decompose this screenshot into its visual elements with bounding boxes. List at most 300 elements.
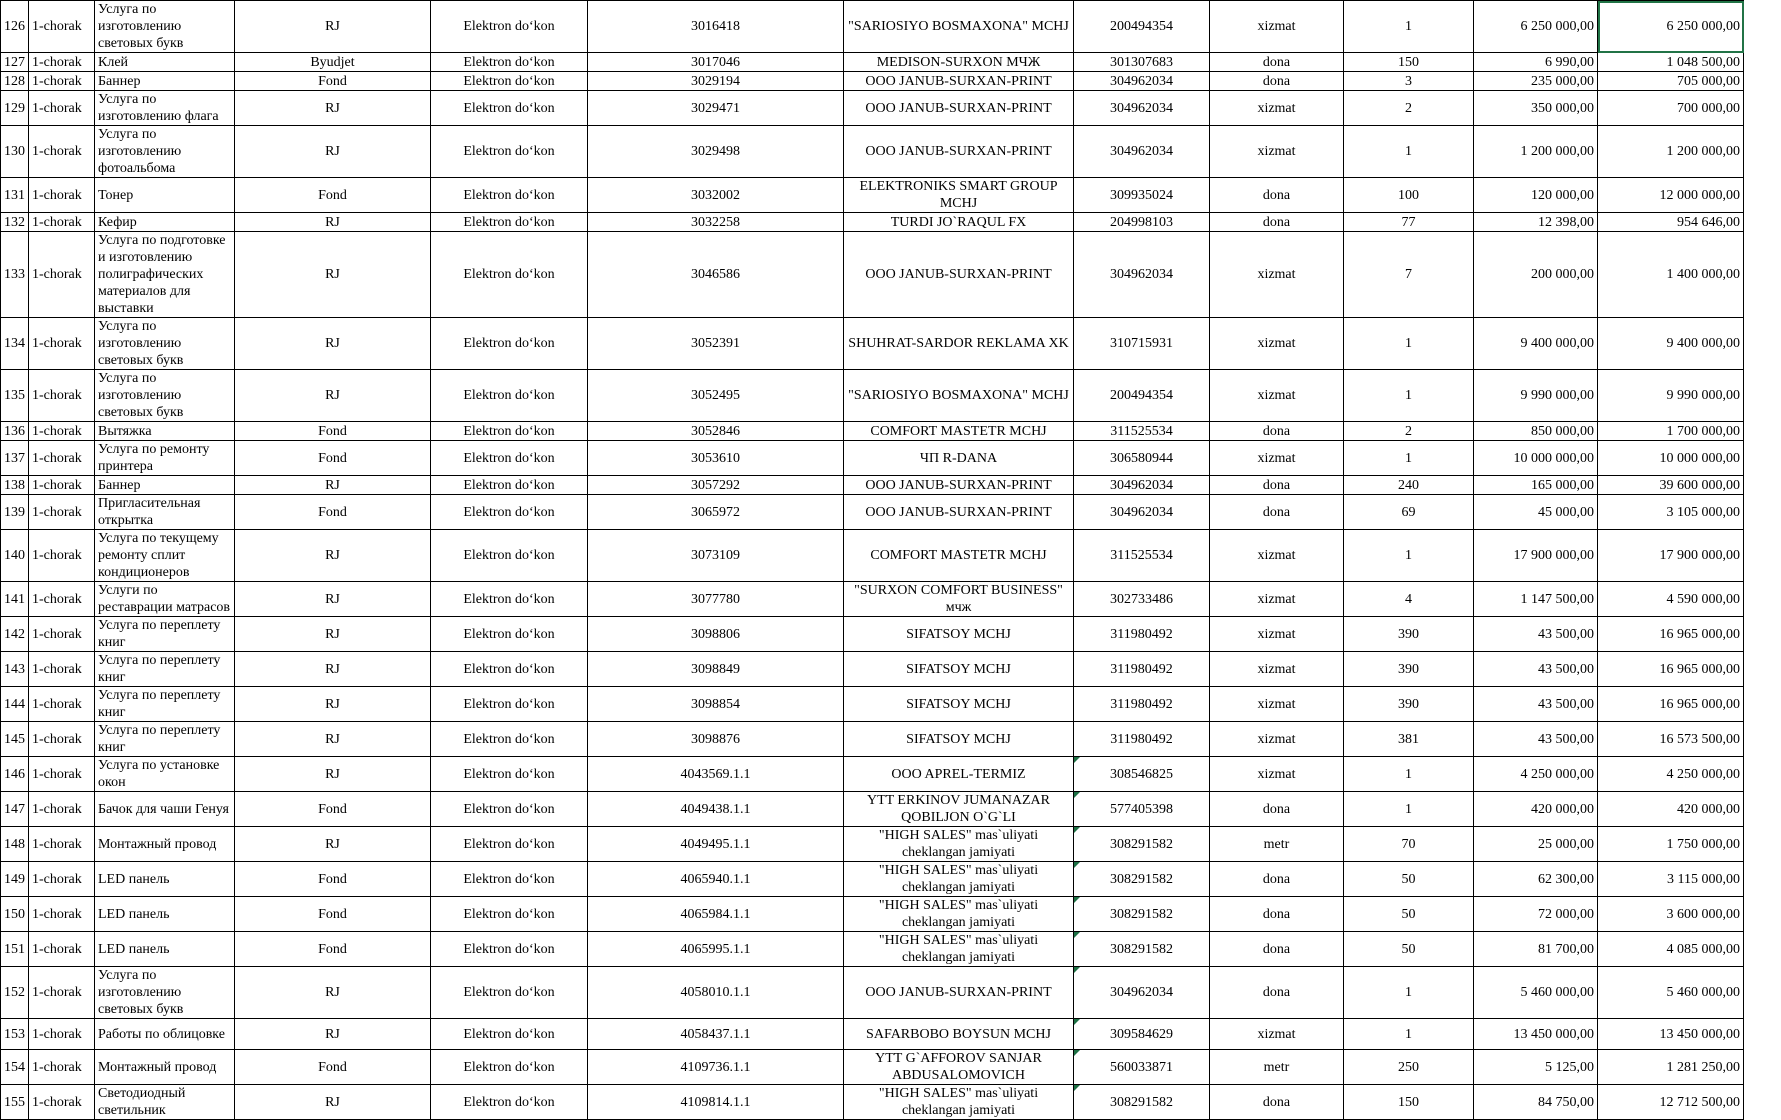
procurement-type-cell[interactable]: Elektron do‘kon: [431, 617, 588, 652]
deal-code-cell[interactable]: 3098854: [588, 687, 844, 722]
row-number-cell[interactable]: 139: [1, 495, 29, 530]
funding-source-cell[interactable]: Fond: [235, 932, 431, 967]
deal-code-cell[interactable]: 3016418: [588, 1, 844, 53]
total-sum-cell[interactable]: 3 105 000,00: [1598, 495, 1744, 530]
unit-cell[interactable]: dona: [1210, 862, 1344, 897]
row-number-cell[interactable]: 134: [1, 318, 29, 370]
supplier-cell[interactable]: COMFORT MASTETR MCHJ: [844, 422, 1074, 441]
funding-source-cell[interactable]: RJ: [235, 232, 431, 318]
item-name-cell[interactable]: Услуга по ремонту принтера: [95, 441, 235, 476]
funding-source-cell[interactable]: RJ: [235, 967, 431, 1019]
quarter-cell[interactable]: 1-chorak: [29, 370, 95, 422]
deal-code-cell[interactable]: 4065940.1.1: [588, 862, 844, 897]
quantity-cell[interactable]: 390: [1344, 652, 1474, 687]
unit-price-cell[interactable]: 43 500,00: [1474, 652, 1598, 687]
row-number-cell[interactable]: 135: [1, 370, 29, 422]
quarter-cell[interactable]: 1-chorak: [29, 687, 95, 722]
row-number-cell[interactable]: 131: [1, 178, 29, 213]
unit-cell[interactable]: xizmat: [1210, 652, 1344, 687]
procurement-type-cell[interactable]: Elektron do‘kon: [431, 422, 588, 441]
deal-code-cell[interactable]: 3032002: [588, 178, 844, 213]
supplier-cell[interactable]: SAFARBOBO BOYSUN MCHJ: [844, 1019, 1074, 1050]
funding-source-cell[interactable]: RJ: [235, 126, 431, 178]
unit-cell[interactable]: dona: [1210, 897, 1344, 932]
supplier-cell[interactable]: SHUHRAT-SARDOR REKLAMA XK: [844, 318, 1074, 370]
quantity-cell[interactable]: 390: [1344, 687, 1474, 722]
quarter-cell[interactable]: 1-chorak: [29, 72, 95, 91]
unit-cell[interactable]: xizmat: [1210, 126, 1344, 178]
deal-code-cell[interactable]: 3065972: [588, 495, 844, 530]
item-name-cell[interactable]: Услуга по изготовлению световых букв: [95, 318, 235, 370]
row-number-cell[interactable]: 154: [1, 1050, 29, 1085]
quantity-cell[interactable]: 2: [1344, 422, 1474, 441]
total-sum-cell[interactable]: 3 115 000,00: [1598, 862, 1744, 897]
unit-price-cell[interactable]: 6 250 000,00: [1474, 1, 1598, 53]
total-sum-cell[interactable]: 13 450 000,00: [1598, 1019, 1744, 1050]
quarter-cell[interactable]: 1-chorak: [29, 792, 95, 827]
quantity-cell[interactable]: 2: [1344, 91, 1474, 126]
funding-source-cell[interactable]: RJ: [235, 370, 431, 422]
item-name-cell[interactable]: Услуга по переплету книг: [95, 722, 235, 757]
item-name-cell[interactable]: Монтажный провод: [95, 827, 235, 862]
item-name-cell[interactable]: Работы по облицовке: [95, 1019, 235, 1050]
quantity-cell[interactable]: 3: [1344, 72, 1474, 91]
procurement-type-cell[interactable]: Elektron do‘kon: [431, 213, 588, 232]
unit-price-cell[interactable]: 62 300,00: [1474, 862, 1598, 897]
total-sum-cell[interactable]: 1 700 000,00: [1598, 422, 1744, 441]
item-name-cell[interactable]: Услуги по реставрации матрасов: [95, 582, 235, 617]
unit-price-cell[interactable]: 5 125,00: [1474, 1050, 1598, 1085]
unit-price-cell[interactable]: 12 398,00: [1474, 213, 1598, 232]
quarter-cell[interactable]: 1-chorak: [29, 441, 95, 476]
quarter-cell[interactable]: 1-chorak: [29, 213, 95, 232]
total-sum-cell[interactable]: 1 400 000,00: [1598, 232, 1744, 318]
unit-cell[interactable]: dona: [1210, 213, 1344, 232]
deal-code-cell[interactable]: 4109736.1.1: [588, 1050, 844, 1085]
row-number-cell[interactable]: 128: [1, 72, 29, 91]
total-sum-cell[interactable]: 12 000 000,00: [1598, 178, 1744, 213]
quarter-cell[interactable]: 1-chorak: [29, 757, 95, 792]
unit-price-cell[interactable]: 81 700,00: [1474, 932, 1598, 967]
unit-price-cell[interactable]: 6 990,00: [1474, 53, 1598, 72]
quantity-cell[interactable]: 390: [1344, 617, 1474, 652]
unit-price-cell[interactable]: 235 000,00: [1474, 72, 1598, 91]
funding-source-cell[interactable]: RJ: [235, 687, 431, 722]
quarter-cell[interactable]: 1-chorak: [29, 91, 95, 126]
supplier-cell[interactable]: "HIGH SALES" mas`uliyati cheklangan jamiyati: [844, 827, 1074, 862]
tax-id-cell[interactable]: 308291582: [1074, 827, 1210, 862]
procurement-type-cell[interactable]: Elektron do‘kon: [431, 530, 588, 582]
unit-price-cell[interactable]: 350 000,00: [1474, 91, 1598, 126]
tax-id-cell[interactable]: 308291582: [1074, 862, 1210, 897]
total-sum-cell[interactable]: 705 000,00: [1598, 72, 1744, 91]
unit-cell[interactable]: dona: [1210, 967, 1344, 1019]
total-sum-cell[interactable]: 420 000,00: [1598, 792, 1744, 827]
row-number-cell[interactable]: 127: [1, 53, 29, 72]
unit-price-cell[interactable]: 4 250 000,00: [1474, 757, 1598, 792]
total-sum-cell[interactable]: 6 250 000,00: [1598, 1, 1744, 53]
funding-source-cell[interactable]: Fond: [235, 897, 431, 932]
total-sum-cell[interactable]: 5 460 000,00: [1598, 967, 1744, 1019]
row-number-cell[interactable]: 142: [1, 617, 29, 652]
deal-code-cell[interactable]: 4043569.1.1: [588, 757, 844, 792]
unit-price-cell[interactable]: 25 000,00: [1474, 827, 1598, 862]
unit-price-cell[interactable]: 420 000,00: [1474, 792, 1598, 827]
funding-source-cell[interactable]: RJ: [235, 757, 431, 792]
quarter-cell[interactable]: 1-chorak: [29, 1, 95, 53]
unit-cell[interactable]: dona: [1210, 178, 1344, 213]
tax-id-cell[interactable]: 309584629: [1074, 1019, 1210, 1050]
tax-id-cell[interactable]: 204998103: [1074, 213, 1210, 232]
quantity-cell[interactable]: 100: [1344, 178, 1474, 213]
funding-source-cell[interactable]: RJ: [235, 652, 431, 687]
item-name-cell[interactable]: Услуга по изготовлению фотоальбома: [95, 126, 235, 178]
funding-source-cell[interactable]: RJ: [235, 1085, 431, 1120]
deal-code-cell[interactable]: 3029194: [588, 72, 844, 91]
procurement-type-cell[interactable]: Elektron do‘kon: [431, 232, 588, 318]
item-name-cell[interactable]: Услуга по переплету книг: [95, 687, 235, 722]
funding-source-cell[interactable]: RJ: [235, 530, 431, 582]
quarter-cell[interactable]: 1-chorak: [29, 530, 95, 582]
procurement-type-cell[interactable]: Elektron do‘kon: [431, 126, 588, 178]
item-name-cell[interactable]: LED панель: [95, 932, 235, 967]
unit-price-cell[interactable]: 43 500,00: [1474, 722, 1598, 757]
row-number-cell[interactable]: 148: [1, 827, 29, 862]
quarter-cell[interactable]: 1-chorak: [29, 178, 95, 213]
tax-id-cell[interactable]: 560033871: [1074, 1050, 1210, 1085]
deal-code-cell[interactable]: 3046586: [588, 232, 844, 318]
funding-source-cell[interactable]: RJ: [235, 1, 431, 53]
funding-source-cell[interactable]: RJ: [235, 91, 431, 126]
tax-id-cell[interactable]: 311525534: [1074, 530, 1210, 582]
row-number-cell[interactable]: 140: [1, 530, 29, 582]
procurement-type-cell[interactable]: Elektron do‘kon: [431, 72, 588, 91]
supplier-cell[interactable]: SIFATSOY MCHJ: [844, 652, 1074, 687]
item-name-cell[interactable]: LED панель: [95, 862, 235, 897]
unit-cell[interactable]: dona: [1210, 792, 1344, 827]
procurement-type-cell[interactable]: Elektron do‘kon: [431, 687, 588, 722]
tax-id-cell[interactable]: 306580944: [1074, 441, 1210, 476]
funding-source-cell[interactable]: RJ: [235, 827, 431, 862]
funding-source-cell[interactable]: RJ: [235, 476, 431, 495]
unit-price-cell[interactable]: 9 400 000,00: [1474, 318, 1598, 370]
row-number-cell[interactable]: 138: [1, 476, 29, 495]
tax-id-cell[interactable]: 311525534: [1074, 422, 1210, 441]
unit-cell[interactable]: xizmat: [1210, 617, 1344, 652]
quarter-cell[interactable]: 1-chorak: [29, 897, 95, 932]
unit-cell[interactable]: xizmat: [1210, 441, 1344, 476]
tax-id-cell[interactable]: 310715931: [1074, 318, 1210, 370]
unit-price-cell[interactable]: 17 900 000,00: [1474, 530, 1598, 582]
total-sum-cell[interactable]: 9 400 000,00: [1598, 318, 1744, 370]
item-name-cell[interactable]: Услуга по переплету книг: [95, 652, 235, 687]
tax-id-cell[interactable]: 304962034: [1074, 91, 1210, 126]
procurement-type-cell[interactable]: Elektron do‘kon: [431, 495, 588, 530]
unit-price-cell[interactable]: 1 147 500,00: [1474, 582, 1598, 617]
procurement-type-cell[interactable]: Elektron do‘kon: [431, 932, 588, 967]
quantity-cell[interactable]: 77: [1344, 213, 1474, 232]
quarter-cell[interactable]: 1-chorak: [29, 617, 95, 652]
quantity-cell[interactable]: 4: [1344, 582, 1474, 617]
funding-source-cell[interactable]: Fond: [235, 1050, 431, 1085]
total-sum-cell[interactable]: 4 085 000,00: [1598, 932, 1744, 967]
unit-cell[interactable]: xizmat: [1210, 530, 1344, 582]
procurement-type-cell[interactable]: Elektron do‘kon: [431, 53, 588, 72]
tax-id-cell[interactable]: 304962034: [1074, 967, 1210, 1019]
tax-id-cell[interactable]: 309935024: [1074, 178, 1210, 213]
procurement-type-cell[interactable]: Elektron do‘kon: [431, 967, 588, 1019]
row-number-cell[interactable]: 129: [1, 91, 29, 126]
quantity-cell[interactable]: 240: [1344, 476, 1474, 495]
row-number-cell[interactable]: 145: [1, 722, 29, 757]
procurement-type-cell[interactable]: Elektron do‘kon: [431, 827, 588, 862]
row-number-cell[interactable]: 155: [1, 1085, 29, 1120]
procurement-type-cell[interactable]: Elektron do‘kon: [431, 757, 588, 792]
procurement-type-cell[interactable]: Elektron do‘kon: [431, 318, 588, 370]
item-name-cell[interactable]: Услуга по изготовлению флага: [95, 91, 235, 126]
total-sum-cell[interactable]: 4 590 000,00: [1598, 582, 1744, 617]
unit-cell[interactable]: dona: [1210, 495, 1344, 530]
quantity-cell[interactable]: 50: [1344, 862, 1474, 897]
unit-cell[interactable]: dona: [1210, 53, 1344, 72]
unit-cell[interactable]: xizmat: [1210, 370, 1344, 422]
item-name-cell[interactable]: Монтажный провод: [95, 1050, 235, 1085]
quantity-cell[interactable]: 50: [1344, 932, 1474, 967]
tax-id-cell[interactable]: 311980492: [1074, 722, 1210, 757]
quarter-cell[interactable]: 1-chorak: [29, 495, 95, 530]
quantity-cell[interactable]: 150: [1344, 53, 1474, 72]
deal-code-cell[interactable]: 3032258: [588, 213, 844, 232]
unit-cell[interactable]: xizmat: [1210, 232, 1344, 318]
quarter-cell[interactable]: 1-chorak: [29, 582, 95, 617]
row-number-cell[interactable]: 136: [1, 422, 29, 441]
supplier-cell[interactable]: MEDISON-SURXON МЧЖ: [844, 53, 1074, 72]
deal-code-cell[interactable]: 3052846: [588, 422, 844, 441]
tax-id-cell[interactable]: 308291582: [1074, 897, 1210, 932]
row-number-cell[interactable]: 130: [1, 126, 29, 178]
quantity-cell[interactable]: 7: [1344, 232, 1474, 318]
item-name-cell[interactable]: Тонер: [95, 178, 235, 213]
row-number-cell[interactable]: 132: [1, 213, 29, 232]
quantity-cell[interactable]: 1: [1344, 370, 1474, 422]
total-sum-cell[interactable]: 1 281 250,00: [1598, 1050, 1744, 1085]
quarter-cell[interactable]: 1-chorak: [29, 476, 95, 495]
unit-cell[interactable]: xizmat: [1210, 722, 1344, 757]
unit-cell[interactable]: dona: [1210, 1085, 1344, 1120]
deal-code-cell[interactable]: 4049495.1.1: [588, 827, 844, 862]
row-number-cell[interactable]: 126: [1, 1, 29, 53]
item-name-cell[interactable]: Бачок для чаши Генуя: [95, 792, 235, 827]
total-sum-cell[interactable]: 16 965 000,00: [1598, 687, 1744, 722]
item-name-cell[interactable]: Услуга по установке окон: [95, 757, 235, 792]
supplier-cell[interactable]: ELEKTRONIKS SMART GROUP MCHJ: [844, 178, 1074, 213]
item-name-cell[interactable]: Баннер: [95, 476, 235, 495]
supplier-cell[interactable]: "HIGH SALES" mas`uliyati cheklangan jamiyati: [844, 932, 1074, 967]
tax-id-cell[interactable]: 302733486: [1074, 582, 1210, 617]
total-sum-cell[interactable]: 1 200 000,00: [1598, 126, 1744, 178]
quantity-cell[interactable]: 70: [1344, 827, 1474, 862]
funding-source-cell[interactable]: RJ: [235, 1019, 431, 1050]
unit-price-cell[interactable]: 43 500,00: [1474, 687, 1598, 722]
funding-source-cell[interactable]: RJ: [235, 213, 431, 232]
supplier-cell[interactable]: "HIGH SALES" mas`uliyati cheklangan jamiyati: [844, 1085, 1074, 1120]
unit-price-cell[interactable]: 9 990 000,00: [1474, 370, 1598, 422]
supplier-cell[interactable]: TURDI JO`RAQUL FX: [844, 213, 1074, 232]
supplier-cell[interactable]: ООО JANUB-SURXAN-PRINT: [844, 126, 1074, 178]
deal-code-cell[interactable]: 4049438.1.1: [588, 792, 844, 827]
quantity-cell[interactable]: 1: [1344, 1019, 1474, 1050]
procurement-type-cell[interactable]: Elektron do‘kon: [431, 1019, 588, 1050]
deal-code-cell[interactable]: 3057292: [588, 476, 844, 495]
total-sum-cell[interactable]: 700 000,00: [1598, 91, 1744, 126]
procurement-type-cell[interactable]: Elektron do‘kon: [431, 582, 588, 617]
unit-price-cell[interactable]: 200 000,00: [1474, 232, 1598, 318]
funding-source-cell[interactable]: Fond: [235, 862, 431, 897]
total-sum-cell[interactable]: 16 965 000,00: [1598, 652, 1744, 687]
unit-cell[interactable]: xizmat: [1210, 687, 1344, 722]
quarter-cell[interactable]: 1-chorak: [29, 967, 95, 1019]
unit-price-cell[interactable]: 165 000,00: [1474, 476, 1598, 495]
quarter-cell[interactable]: 1-chorak: [29, 232, 95, 318]
unit-cell[interactable]: xizmat: [1210, 91, 1344, 126]
funding-source-cell[interactable]: RJ: [235, 318, 431, 370]
row-number-cell[interactable]: 150: [1, 897, 29, 932]
tax-id-cell[interactable]: 311980492: [1074, 617, 1210, 652]
supplier-cell[interactable]: "SARIOSIYO BOSMAXONA" MCHJ: [844, 370, 1074, 422]
item-name-cell[interactable]: LED панель: [95, 897, 235, 932]
supplier-cell[interactable]: ООО JANUB-SURXAN-PRINT: [844, 476, 1074, 495]
supplier-cell[interactable]: YTT G`AFFOROV SANJAR ABDUSALOMOVICH: [844, 1050, 1074, 1085]
quarter-cell[interactable]: 1-chorak: [29, 126, 95, 178]
total-sum-cell[interactable]: 954 646,00: [1598, 213, 1744, 232]
tax-id-cell[interactable]: 311980492: [1074, 652, 1210, 687]
row-number-cell[interactable]: 143: [1, 652, 29, 687]
quantity-cell[interactable]: 381: [1344, 722, 1474, 757]
total-sum-cell[interactable]: 10 000 000,00: [1598, 441, 1744, 476]
item-name-cell[interactable]: Услуга по переплету книг: [95, 617, 235, 652]
total-sum-cell[interactable]: 12 712 500,00: [1598, 1085, 1744, 1120]
tax-id-cell[interactable]: 577405398: [1074, 792, 1210, 827]
quantity-cell[interactable]: 1: [1344, 757, 1474, 792]
funding-source-cell[interactable]: Fond: [235, 441, 431, 476]
deal-code-cell[interactable]: 3098876: [588, 722, 844, 757]
tax-id-cell[interactable]: 304962034: [1074, 495, 1210, 530]
funding-source-cell[interactable]: Fond: [235, 178, 431, 213]
funding-source-cell[interactable]: RJ: [235, 722, 431, 757]
quantity-cell[interactable]: 150: [1344, 1085, 1474, 1120]
funding-source-cell[interactable]: RJ: [235, 582, 431, 617]
unit-cell[interactable]: dona: [1210, 422, 1344, 441]
procurement-type-cell[interactable]: Elektron do‘kon: [431, 722, 588, 757]
supplier-cell[interactable]: "HIGH SALES" mas`uliyati cheklangan jamiyati: [844, 897, 1074, 932]
tax-id-cell[interactable]: 200494354: [1074, 1, 1210, 53]
deal-code-cell[interactable]: 3052391: [588, 318, 844, 370]
procurement-type-cell[interactable]: Elektron do‘kon: [431, 91, 588, 126]
quarter-cell[interactable]: 1-chorak: [29, 652, 95, 687]
unit-price-cell[interactable]: 72 000,00: [1474, 897, 1598, 932]
procurement-type-cell[interactable]: Elektron do‘kon: [431, 1085, 588, 1120]
row-number-cell[interactable]: 152: [1, 967, 29, 1019]
supplier-cell[interactable]: ООО JANUB-SURXAN-PRINT: [844, 72, 1074, 91]
procurement-type-cell[interactable]: Elektron do‘kon: [431, 1050, 588, 1085]
tax-id-cell[interactable]: 200494354: [1074, 370, 1210, 422]
funding-source-cell[interactable]: Fond: [235, 495, 431, 530]
tax-id-cell[interactable]: 301307683: [1074, 53, 1210, 72]
unit-price-cell[interactable]: 850 000,00: [1474, 422, 1598, 441]
total-sum-cell[interactable]: 3 600 000,00: [1598, 897, 1744, 932]
supplier-cell[interactable]: ЧП R-DANA: [844, 441, 1074, 476]
item-name-cell[interactable]: Клей: [95, 53, 235, 72]
quarter-cell[interactable]: 1-chorak: [29, 1019, 95, 1050]
item-name-cell[interactable]: Вытяжка: [95, 422, 235, 441]
item-name-cell[interactable]: Баннер: [95, 72, 235, 91]
procurement-type-cell[interactable]: Elektron do‘kon: [431, 178, 588, 213]
tax-id-cell[interactable]: 304962034: [1074, 476, 1210, 495]
unit-cell[interactable]: xizmat: [1210, 318, 1344, 370]
total-sum-cell[interactable]: 16 965 000,00: [1598, 617, 1744, 652]
supplier-cell[interactable]: ООО JANUB-SURXAN-PRINT: [844, 232, 1074, 318]
unit-price-cell[interactable]: 45 000,00: [1474, 495, 1598, 530]
quantity-cell[interactable]: 1: [1344, 126, 1474, 178]
deal-code-cell[interactable]: 4058010.1.1: [588, 967, 844, 1019]
item-name-cell[interactable]: Услуга по текущему ремонту сплит кондиционеров: [95, 530, 235, 582]
supplier-cell[interactable]: OOO APREL-TERMIZ: [844, 757, 1074, 792]
deal-code-cell[interactable]: 3052495: [588, 370, 844, 422]
deal-code-cell[interactable]: 3098849: [588, 652, 844, 687]
row-number-cell[interactable]: 146: [1, 757, 29, 792]
item-name-cell[interactable]: Пригласительная открытка: [95, 495, 235, 530]
tax-id-cell[interactable]: 308546825: [1074, 757, 1210, 792]
procurement-type-cell[interactable]: Elektron do‘kon: [431, 370, 588, 422]
funding-source-cell[interactable]: Fond: [235, 422, 431, 441]
tax-id-cell[interactable]: 308291582: [1074, 1085, 1210, 1120]
unit-price-cell[interactable]: 13 450 000,00: [1474, 1019, 1598, 1050]
quarter-cell[interactable]: 1-chorak: [29, 1050, 95, 1085]
row-number-cell[interactable]: 141: [1, 582, 29, 617]
quantity-cell[interactable]: 50: [1344, 897, 1474, 932]
procurement-type-cell[interactable]: Elektron do‘kon: [431, 441, 588, 476]
quantity-cell[interactable]: 250: [1344, 1050, 1474, 1085]
row-number-cell[interactable]: 151: [1, 932, 29, 967]
deal-code-cell[interactable]: 4109814.1.1: [588, 1085, 844, 1120]
item-name-cell[interactable]: Услуга по подготовке и изготовлению полиграфических материалов для выставки: [95, 232, 235, 318]
total-sum-cell[interactable]: 4 250 000,00: [1598, 757, 1744, 792]
funding-source-cell[interactable]: Byudjet: [235, 53, 431, 72]
tax-id-cell[interactable]: 311980492: [1074, 687, 1210, 722]
quantity-cell[interactable]: 1: [1344, 441, 1474, 476]
supplier-cell[interactable]: SIFATSOY MCHJ: [844, 722, 1074, 757]
row-number-cell[interactable]: 153: [1, 1019, 29, 1050]
total-sum-cell[interactable]: 39 600 000,00: [1598, 476, 1744, 495]
row-number-cell[interactable]: 149: [1, 862, 29, 897]
tax-id-cell[interactable]: 304962034: [1074, 232, 1210, 318]
item-name-cell[interactable]: Услуга по изготовлению световых букв: [95, 967, 235, 1019]
procurement-type-cell[interactable]: Elektron do‘kon: [431, 476, 588, 495]
row-number-cell[interactable]: 147: [1, 792, 29, 827]
supplier-cell[interactable]: ООО JANUB-SURXAN-PRINT: [844, 967, 1074, 1019]
row-number-cell[interactable]: 144: [1, 687, 29, 722]
supplier-cell[interactable]: ООО JANUB-SURXAN-PRINT: [844, 91, 1074, 126]
funding-source-cell[interactable]: Fond: [235, 792, 431, 827]
unit-price-cell[interactable]: 10 000 000,00: [1474, 441, 1598, 476]
deal-code-cell[interactable]: 3098806: [588, 617, 844, 652]
quantity-cell[interactable]: 1: [1344, 318, 1474, 370]
unit-cell[interactable]: dona: [1210, 932, 1344, 967]
supplier-cell[interactable]: COMFORT MASTETR MCHJ: [844, 530, 1074, 582]
deal-code-cell[interactable]: 4065995.1.1: [588, 932, 844, 967]
unit-price-cell[interactable]: 43 500,00: [1474, 617, 1598, 652]
unit-price-cell[interactable]: 5 460 000,00: [1474, 967, 1598, 1019]
